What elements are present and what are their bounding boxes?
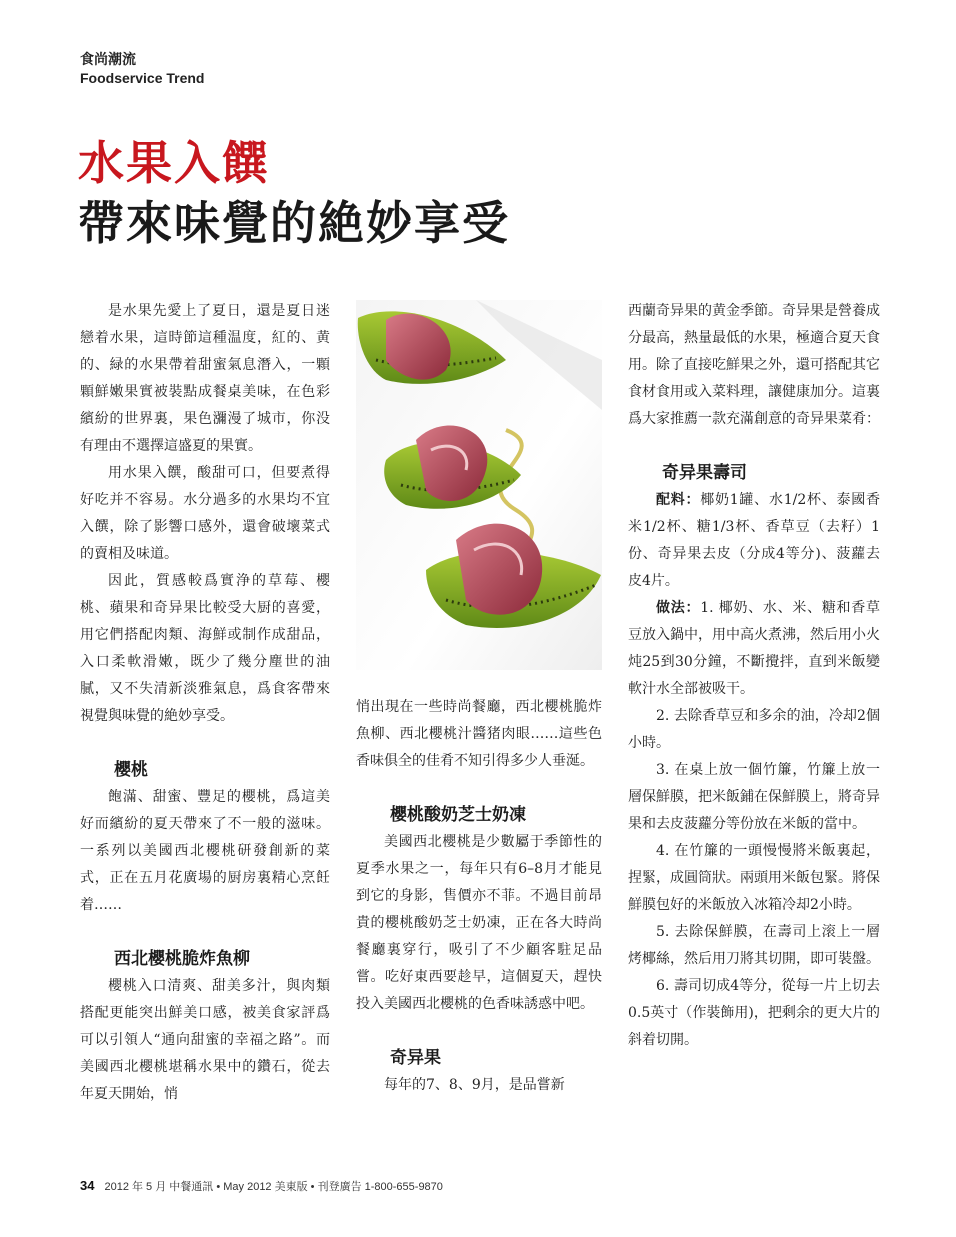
- method-step-4: 4. 在竹簾的一頭慢慢將米飯裏起，捏緊，成圓筒狀。兩頭用米飯包緊。將保鮮膜包好的米飯放入冰箱冷却2小時。: [628, 843, 880, 913]
- kiwi-prosciutto-photo: [356, 300, 602, 670]
- kiwi-prosciutto-illustration: [356, 300, 602, 670]
- method-step-5: 5. 去除保鮮膜，在壽司上滚上一層烤椰絲，然后用刀將其切開，即可裝盤。: [628, 924, 880, 967]
- article-column-1: [80, 298, 330, 1108]
- page-number: 34: [80, 1178, 95, 1193]
- subheading-kiwi: 奇异果: [390, 1048, 441, 1068]
- paragraph: 因此，質感較爲實浄的草莓、櫻桃、蘋果和奇异果比較受大厨的喜愛，用它們搭配肉類、海鮮或制作成甜品，入口柔軟滑嫩，既少了幾分塵世的油膩，又不失清新淡雅氣息，爲食客帶來視覺與味覺的絶妙享受。: [80, 573, 330, 724]
- method-step-2: 2. 去除香草豆和多余的油，冷却2個小時。: [628, 708, 880, 751]
- spacer: [356, 1018, 602, 1045]
- paragraph: 用水果入饌，酸甜可口，但要煮得好吃并不容易。水分過多的水果均不宜入饌，除了影響口感外，還會破壞菜式的賣相及味道。: [80, 465, 330, 562]
- ingredients-label: 配料：: [656, 492, 701, 508]
- paragraph: 美國西北櫻桃是少數屬于季節性的夏季水果之一，每年只有6–8月才能見到它的身影，售價亦不菲。不過目前昂貴的櫻桃酸奶芝士奶凍，正在各大時尚餐廳裏穿行，吸引了不少顧客駐足品嘗。吃好東西要趁早，這個夏天，趕快投入美國西北櫻桃的色香味誘惑中吧。: [356, 834, 602, 1012]
- article-column-3: [628, 298, 880, 1054]
- ingredients: [628, 487, 880, 595]
- paragraph: 櫻桃入口清爽、甜美多汁，與肉類搭配更能突出鮮美口感，被美食家評爲可以引領人“通向甜蜜的幸福之路”。而美國西北櫻桃堪稱水果中的鑽石，從去年夏天開始，悄: [80, 978, 330, 1102]
- section-label: [80, 50, 204, 88]
- footer-publication-info: 2012 年 5 月 中餐通訊 • May 2012 美東版 • 刊登廣告 1-800-655-9870: [104, 1181, 443, 1193]
- subheading-fried-fish: 西北櫻桃脆炸魚柳: [114, 949, 250, 969]
- method-label: 做法：: [656, 600, 701, 616]
- article-title-line1: 水果入饌: [78, 136, 270, 190]
- article-column-2: [356, 694, 602, 1099]
- article-title-line2: 帶來味覺的絶妙享受: [78, 196, 510, 250]
- spacer: [80, 730, 330, 757]
- method-step-1: 1. 椰奶、水、米、糖和香草豆放入鍋中，用中高火煮沸，然后用小火炖25到30分鐘，不斷攪拌，直到米飯變軟汁水全部被吸干。: [628, 600, 880, 697]
- page-footer: [80, 1178, 443, 1194]
- paragraph: 飽滿、甜蜜、豐足的櫻桃，爲這美好而繽紛的夏天帶來了不一般的滋味。一系列以美國西北櫻桃研發創新的菜式，正在五月花廣場的厨房裏精心烹飪着……: [80, 789, 330, 913]
- subheading-cherry: 櫻桃: [114, 760, 148, 780]
- method-step-6: 6. 壽司切成4等分，從每一片上切去0.5英寸（作裝飾用)，把剩余的更大片的斜着切開。: [628, 978, 880, 1048]
- spacer: [80, 919, 330, 946]
- subheading-kiwi-sushi: 奇异果壽司: [662, 463, 747, 483]
- paragraph: 悄出現在一些時尚餐廳，西北櫻桃脆炸魚柳、西北櫻桃汁醬猪肉眼……這些色香味俱全的佳肴不知引得多少人垂涎。: [356, 699, 602, 769]
- spacer: [628, 433, 880, 460]
- method: [628, 595, 880, 703]
- method-step-3: 3. 在桌上放一個竹簾，竹簾上放一層保鮮膜，把米飯鋪在保鮮膜上，將奇异果和去皮菠蘿分等份放在米飯的當中。: [628, 762, 880, 832]
- section-label-en: Foodservice Trend: [80, 70, 205, 86]
- subheading-cherry-jelly: 櫻桃酸奶芝士奶凍: [390, 805, 526, 825]
- ingredients-text: 椰奶1罐、水1/2杯、泰國香米1/2杯、糖1/3杯、香草豆（去籽）1份、奇异果去皮（分成4等分)、菠蘿去皮4片。: [628, 492, 880, 589]
- section-label-zh: 食尚潮流: [80, 51, 136, 67]
- paragraph: 西蘭奇异果的黄金季節。奇异果是營養成分最高，熱量最低的水果，極適合夏天食用。除了直接吃鮮果之外，還可搭配其它食材食用或入菜料理，讓健康加分。這裏爲大家推薦一款充滿創意的奇异果菜肴：: [628, 303, 880, 427]
- paragraph: 每年的7、8、9月，是品嘗新: [384, 1077, 565, 1093]
- paragraph: 是水果先愛上了夏日，還是夏日迷戀着水果，這時節這種温度，紅的、黄的、緑的水果帶着甜蜜氣息潛入，一顆顆鮮嫩果實被裝點成餐桌美味，在色彩繽紛的世界裏，果色瀰漫了城市，你没有理由不選擇這盛夏的果實。: [80, 303, 330, 454]
- spacer: [356, 775, 602, 802]
